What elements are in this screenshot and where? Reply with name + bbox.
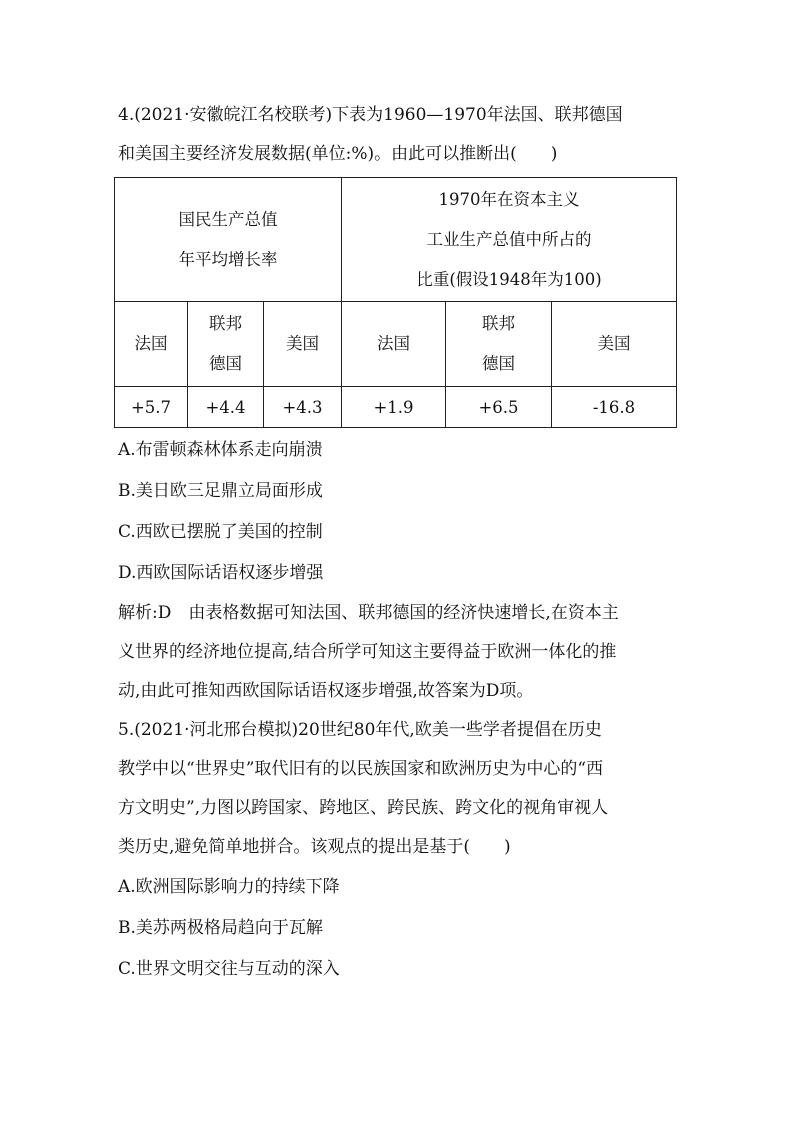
q5-stem-line4: 类历史,避免简单地拼合。该观点的提出是基于( ) [118,837,511,857]
q5-option-b: B.美苏两极格局趋向于瓦解 [118,918,323,938]
q4-option-d: D.西欧国际话语权逐步增强 [118,563,324,583]
q4-analysis-line2: 义世界的经济地位提高,结合所学可知这主要得益于欧洲一体化的推 [118,642,617,662]
col-header-text: 联邦 [482,314,515,333]
table-header-gnp-line2: 年平均增长率 [178,249,278,269]
q4-option-b: B.美日欧三足鼎立局面形成 [118,481,323,501]
col-header-france-2 [342,302,446,387]
col-header-text: 美国 [597,334,631,353]
col-header-frg-1 [188,302,264,387]
q4-analysis-line3: 动,由此可推知西欧国际话语权逐步增强,故答案为D项。 [118,681,534,701]
col-header-usa-1 [264,302,342,387]
col-header-usa-2 [552,302,677,387]
col-header-text: 法国 [134,334,168,353]
col-header-frg-2 [446,302,552,387]
table-header-share [342,178,677,302]
table-header-gnp-line1: 国民生产总值 [178,209,278,229]
col-header-text: 德国 [209,354,242,373]
value-cell: -16.8 [552,387,677,428]
q4-stem-line1: 4.(2021·安徽皖江名校联考)下表为1960—1970年法国、联邦德国 [118,105,623,125]
q5-stem-line3: 方文明史”,力图以跨国家、跨地区、跨民族、跨文化的视角审视人 [118,798,609,818]
table-header-share-line1: 1970年在资本主义 [438,189,580,209]
value-cell: +4.3 [264,387,342,428]
col-header-text: 德国 [482,354,515,373]
value-cell: +1.9 [342,387,446,428]
q5-stem-line1: 5.(2021·河北邢台模拟)20世纪80年代,欧美一些学者提倡在历史 [118,720,602,740]
value-cell: +5.7 [115,387,188,428]
col-header-text: 美国 [286,334,319,353]
value-cell: +4.4 [188,387,264,428]
value-cell: +6.5 [446,387,552,428]
q4-analysis-line1: 解析:D 由表格数据可知法国、联邦德国的经济快速增长,在资本主 [118,603,619,623]
table-header-share-line2: 工业生产总值中所占的 [426,229,592,249]
q4-option-a: A.布雷顿森林体系走向崩溃 [118,440,323,460]
q4-stem-line2: 和美国主要经济发展数据(单位:%)。由此可以推断出( ) [118,144,558,164]
q4-option-c: C.西欧已摆脱了美国的控制 [118,522,323,542]
q5-option-a: A.欧洲国际影响力的持续下降 [118,877,340,897]
q5-stem-line2: 教学中以“世界史”取代旧有的以民族国家和欧洲历史为中心的“西 [118,759,604,779]
col-header-text: 联邦 [209,314,242,333]
table-header-gnp [115,178,342,302]
q5-option-c: C.世界文明交往与互动的深入 [118,959,340,979]
economic-data-table [114,177,677,428]
col-header-france-1 [115,302,188,387]
table-header-share-line3: 比重(假设1948年为100) [416,269,602,289]
page-content [118,96,684,990]
col-header-text: 法国 [377,334,410,353]
